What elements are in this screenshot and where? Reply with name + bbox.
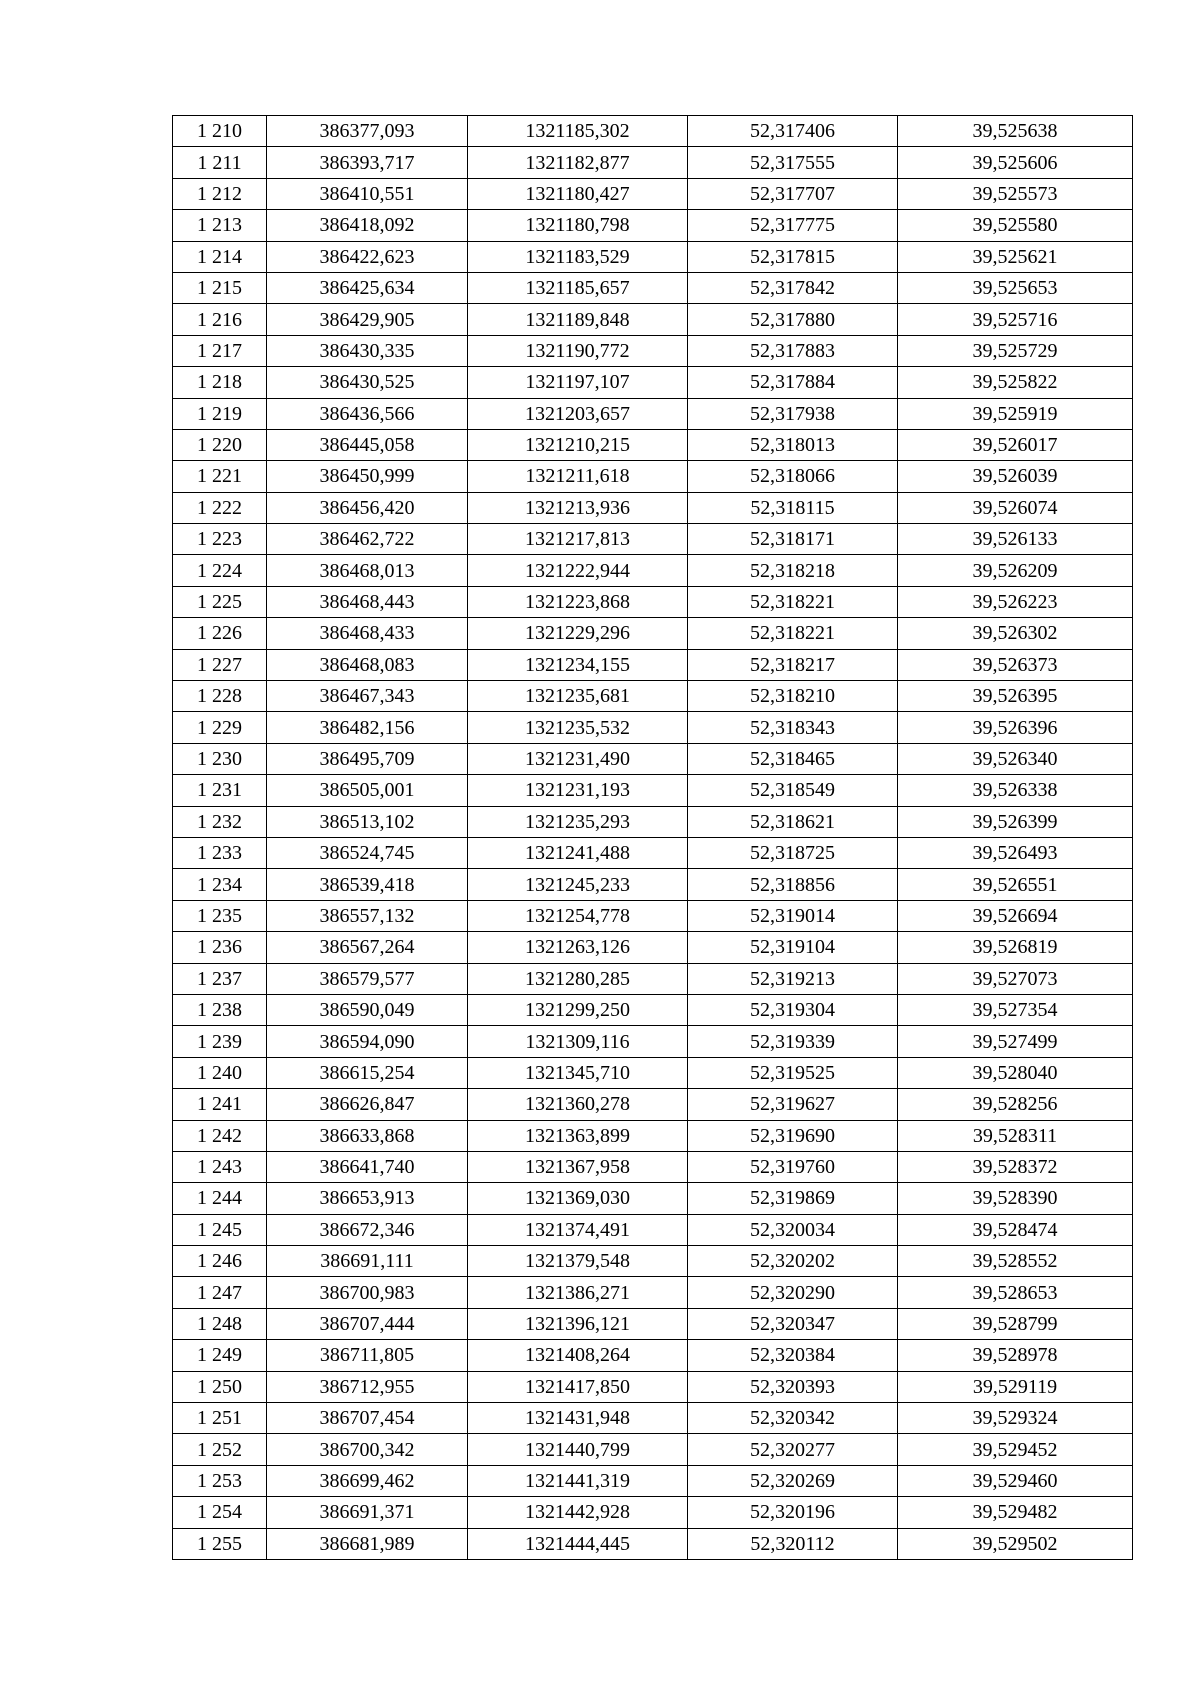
longitude-cell: 39,529324 xyxy=(898,1403,1133,1434)
point-number-cell: 1 239 xyxy=(173,1026,267,1057)
point-number-cell: 1 211 xyxy=(173,147,267,178)
x-coordinate-cell: 386436,566 xyxy=(267,398,468,429)
y-coordinate-cell: 1321185,302 xyxy=(468,116,688,147)
table-row xyxy=(173,743,1133,774)
latitude-cell: 52,320290 xyxy=(688,1277,898,1308)
y-coordinate-cell: 1321231,193 xyxy=(468,775,688,806)
table-row xyxy=(173,367,1133,398)
point-number-cell: 1 255 xyxy=(173,1528,267,1559)
y-coordinate-cell: 1321374,491 xyxy=(468,1214,688,1245)
x-coordinate-cell: 386626,847 xyxy=(267,1089,468,1120)
point-number-cell: 1 242 xyxy=(173,1120,267,1151)
latitude-cell: 52,317842 xyxy=(688,272,898,303)
longitude-cell: 39,526399 xyxy=(898,806,1133,837)
table-row xyxy=(173,1465,1133,1496)
longitude-cell: 39,528474 xyxy=(898,1214,1133,1245)
latitude-cell: 52,319690 xyxy=(688,1120,898,1151)
point-number-cell: 1 214 xyxy=(173,241,267,272)
x-coordinate-cell: 386513,102 xyxy=(267,806,468,837)
table-row xyxy=(173,618,1133,649)
point-number-cell: 1 247 xyxy=(173,1277,267,1308)
point-number-cell: 1 229 xyxy=(173,712,267,743)
longitude-cell: 39,529119 xyxy=(898,1371,1133,1402)
point-number-cell: 1 246 xyxy=(173,1246,267,1277)
longitude-cell: 39,526395 xyxy=(898,681,1133,712)
point-number-cell: 1 248 xyxy=(173,1308,267,1339)
point-number-cell: 1 244 xyxy=(173,1183,267,1214)
latitude-cell: 52,319339 xyxy=(688,1026,898,1057)
x-coordinate-cell: 386712,955 xyxy=(267,1371,468,1402)
y-coordinate-cell: 1321235,293 xyxy=(468,806,688,837)
table-row xyxy=(173,586,1133,617)
y-coordinate-cell: 1321417,850 xyxy=(468,1371,688,1402)
x-coordinate-cell: 386579,577 xyxy=(267,963,468,994)
point-number-cell: 1 230 xyxy=(173,743,267,774)
table-row xyxy=(173,1214,1133,1245)
y-coordinate-cell: 1321229,296 xyxy=(468,618,688,649)
point-number-cell: 1 224 xyxy=(173,555,267,586)
x-coordinate-cell: 386430,525 xyxy=(267,367,468,398)
table-row xyxy=(173,1151,1133,1182)
latitude-cell: 52,317938 xyxy=(688,398,898,429)
point-number-cell: 1 237 xyxy=(173,963,267,994)
latitude-cell: 52,318013 xyxy=(688,429,898,460)
latitude-cell: 52,318066 xyxy=(688,461,898,492)
y-coordinate-cell: 1321231,490 xyxy=(468,743,688,774)
table-row xyxy=(173,681,1133,712)
longitude-cell: 39,525729 xyxy=(898,335,1133,366)
longitude-cell: 39,525822 xyxy=(898,367,1133,398)
x-coordinate-cell: 386711,805 xyxy=(267,1340,468,1371)
table-row xyxy=(173,1277,1133,1308)
latitude-cell: 52,319304 xyxy=(688,994,898,1025)
longitude-cell: 39,525653 xyxy=(898,272,1133,303)
table-row xyxy=(173,178,1133,209)
longitude-cell: 39,526017 xyxy=(898,429,1133,460)
y-coordinate-cell: 1321180,427 xyxy=(468,178,688,209)
longitude-cell: 39,525919 xyxy=(898,398,1133,429)
longitude-cell: 39,528311 xyxy=(898,1120,1133,1151)
longitude-cell: 39,529460 xyxy=(898,1465,1133,1496)
y-coordinate-cell: 1321189,848 xyxy=(468,304,688,335)
y-coordinate-cell: 1321241,488 xyxy=(468,837,688,868)
y-coordinate-cell: 1321369,030 xyxy=(468,1183,688,1214)
point-number-cell: 1 241 xyxy=(173,1089,267,1120)
point-number-cell: 1 234 xyxy=(173,869,267,900)
longitude-cell: 39,528552 xyxy=(898,1246,1133,1277)
y-coordinate-cell: 1321442,928 xyxy=(468,1497,688,1528)
table-row xyxy=(173,932,1133,963)
point-number-cell: 1 225 xyxy=(173,586,267,617)
longitude-cell: 39,526302 xyxy=(898,618,1133,649)
latitude-cell: 52,320034 xyxy=(688,1214,898,1245)
y-coordinate-cell: 1321360,278 xyxy=(468,1089,688,1120)
table-row xyxy=(173,1308,1133,1339)
longitude-cell: 39,528372 xyxy=(898,1151,1133,1182)
y-coordinate-cell: 1321245,233 xyxy=(468,869,688,900)
x-coordinate-cell: 386445,058 xyxy=(267,429,468,460)
table-row xyxy=(173,1403,1133,1434)
table-row xyxy=(173,1497,1133,1528)
y-coordinate-cell: 1321222,944 xyxy=(468,555,688,586)
table-row xyxy=(173,1434,1133,1465)
x-coordinate-cell: 386594,090 xyxy=(267,1026,468,1057)
latitude-cell: 52,317880 xyxy=(688,304,898,335)
x-coordinate-cell: 386429,905 xyxy=(267,304,468,335)
y-coordinate-cell: 1321345,710 xyxy=(468,1057,688,1088)
table-row xyxy=(173,116,1133,147)
longitude-cell: 39,528040 xyxy=(898,1057,1133,1088)
y-coordinate-cell: 1321190,772 xyxy=(468,335,688,366)
x-coordinate-cell: 386615,254 xyxy=(267,1057,468,1088)
longitude-cell: 39,526209 xyxy=(898,555,1133,586)
x-coordinate-cell: 386462,722 xyxy=(267,524,468,555)
table-row xyxy=(173,1246,1133,1277)
point-number-cell: 1 218 xyxy=(173,367,267,398)
x-coordinate-cell: 386450,999 xyxy=(267,461,468,492)
longitude-cell: 39,526694 xyxy=(898,900,1133,931)
y-coordinate-cell: 1321235,532 xyxy=(468,712,688,743)
x-coordinate-cell: 386653,913 xyxy=(267,1183,468,1214)
point-number-cell: 1 243 xyxy=(173,1151,267,1182)
y-coordinate-cell: 1321396,121 xyxy=(468,1308,688,1339)
y-coordinate-cell: 1321183,529 xyxy=(468,241,688,272)
table-row xyxy=(173,429,1133,460)
latitude-cell: 52,318210 xyxy=(688,681,898,712)
longitude-cell: 39,526340 xyxy=(898,743,1133,774)
longitude-cell: 39,527073 xyxy=(898,963,1133,994)
latitude-cell: 52,318343 xyxy=(688,712,898,743)
latitude-cell: 52,320342 xyxy=(688,1403,898,1434)
x-coordinate-cell: 386425,634 xyxy=(267,272,468,303)
x-coordinate-cell: 386557,132 xyxy=(267,900,468,931)
latitude-cell: 52,319760 xyxy=(688,1151,898,1182)
point-number-cell: 1 233 xyxy=(173,837,267,868)
x-coordinate-cell: 386700,983 xyxy=(267,1277,468,1308)
y-coordinate-cell: 1321280,285 xyxy=(468,963,688,994)
longitude-cell: 39,525606 xyxy=(898,147,1133,178)
longitude-cell: 39,525716 xyxy=(898,304,1133,335)
y-coordinate-cell: 1321210,215 xyxy=(468,429,688,460)
longitude-cell: 39,526819 xyxy=(898,932,1133,963)
y-coordinate-cell: 1321408,264 xyxy=(468,1340,688,1371)
point-number-cell: 1 252 xyxy=(173,1434,267,1465)
point-number-cell: 1 223 xyxy=(173,524,267,555)
table-row xyxy=(173,712,1133,743)
latitude-cell: 52,318621 xyxy=(688,806,898,837)
table-row xyxy=(173,1026,1133,1057)
table-row xyxy=(173,147,1133,178)
y-coordinate-cell: 1321185,657 xyxy=(468,272,688,303)
x-coordinate-cell: 386468,013 xyxy=(267,555,468,586)
longitude-cell: 39,529452 xyxy=(898,1434,1133,1465)
x-coordinate-cell: 386691,371 xyxy=(267,1497,468,1528)
x-coordinate-cell: 386393,717 xyxy=(267,147,468,178)
y-coordinate-cell: 1321309,116 xyxy=(468,1026,688,1057)
longitude-cell: 39,528390 xyxy=(898,1183,1133,1214)
longitude-cell: 39,526074 xyxy=(898,492,1133,523)
latitude-cell: 52,320393 xyxy=(688,1371,898,1402)
longitude-cell: 39,526223 xyxy=(898,586,1133,617)
table-row xyxy=(173,210,1133,241)
table-row xyxy=(173,524,1133,555)
point-number-cell: 1 231 xyxy=(173,775,267,806)
longitude-cell: 39,527354 xyxy=(898,994,1133,1025)
point-number-cell: 1 245 xyxy=(173,1214,267,1245)
point-number-cell: 1 238 xyxy=(173,994,267,1025)
point-number-cell: 1 221 xyxy=(173,461,267,492)
longitude-cell: 39,525621 xyxy=(898,241,1133,272)
longitude-cell: 39,526338 xyxy=(898,775,1133,806)
x-coordinate-cell: 386468,433 xyxy=(267,618,468,649)
point-number-cell: 1 213 xyxy=(173,210,267,241)
longitude-cell: 39,525638 xyxy=(898,116,1133,147)
table-row xyxy=(173,649,1133,680)
y-coordinate-cell: 1321254,778 xyxy=(468,900,688,931)
latitude-cell: 52,318856 xyxy=(688,869,898,900)
table-row xyxy=(173,1371,1133,1402)
y-coordinate-cell: 1321197,107 xyxy=(468,367,688,398)
longitude-cell: 39,526133 xyxy=(898,524,1133,555)
latitude-cell: 52,317883 xyxy=(688,335,898,366)
latitude-cell: 52,318725 xyxy=(688,837,898,868)
longitude-cell: 39,528256 xyxy=(898,1089,1133,1120)
point-number-cell: 1 210 xyxy=(173,116,267,147)
latitude-cell: 52,319525 xyxy=(688,1057,898,1088)
coordinates-table-body xyxy=(173,116,1133,1560)
table-row xyxy=(173,1120,1133,1151)
latitude-cell: 52,319014 xyxy=(688,900,898,931)
latitude-cell: 52,318171 xyxy=(688,524,898,555)
y-coordinate-cell: 1321223,868 xyxy=(468,586,688,617)
y-coordinate-cell: 1321367,958 xyxy=(468,1151,688,1182)
latitude-cell: 52,317406 xyxy=(688,116,898,147)
x-coordinate-cell: 386482,156 xyxy=(267,712,468,743)
longitude-cell: 39,525580 xyxy=(898,210,1133,241)
latitude-cell: 52,320269 xyxy=(688,1465,898,1496)
y-coordinate-cell: 1321263,126 xyxy=(468,932,688,963)
latitude-cell: 52,317707 xyxy=(688,178,898,209)
x-coordinate-cell: 386456,420 xyxy=(267,492,468,523)
point-number-cell: 1 235 xyxy=(173,900,267,931)
y-coordinate-cell: 1321182,877 xyxy=(468,147,688,178)
x-coordinate-cell: 386468,443 xyxy=(267,586,468,617)
latitude-cell: 52,317884 xyxy=(688,367,898,398)
longitude-cell: 39,528799 xyxy=(898,1308,1133,1339)
x-coordinate-cell: 386505,001 xyxy=(267,775,468,806)
x-coordinate-cell: 386418,092 xyxy=(267,210,468,241)
point-number-cell: 1 249 xyxy=(173,1340,267,1371)
latitude-cell: 52,318549 xyxy=(688,775,898,806)
point-number-cell: 1 219 xyxy=(173,398,267,429)
x-coordinate-cell: 386430,335 xyxy=(267,335,468,366)
table-row xyxy=(173,900,1133,931)
y-coordinate-cell: 1321386,271 xyxy=(468,1277,688,1308)
point-number-cell: 1 215 xyxy=(173,272,267,303)
x-coordinate-cell: 386567,264 xyxy=(267,932,468,963)
x-coordinate-cell: 386633,868 xyxy=(267,1120,468,1151)
latitude-cell: 52,317775 xyxy=(688,210,898,241)
y-coordinate-cell: 1321363,899 xyxy=(468,1120,688,1151)
y-coordinate-cell: 1321440,799 xyxy=(468,1434,688,1465)
latitude-cell: 52,317555 xyxy=(688,147,898,178)
table-row xyxy=(173,1340,1133,1371)
y-coordinate-cell: 1321211,618 xyxy=(468,461,688,492)
x-coordinate-cell: 386410,551 xyxy=(267,178,468,209)
longitude-cell: 39,528978 xyxy=(898,1340,1133,1371)
latitude-cell: 52,320384 xyxy=(688,1340,898,1371)
point-number-cell: 1 212 xyxy=(173,178,267,209)
point-number-cell: 1 251 xyxy=(173,1403,267,1434)
x-coordinate-cell: 386691,111 xyxy=(267,1246,468,1277)
longitude-cell: 39,526396 xyxy=(898,712,1133,743)
latitude-cell: 52,319213 xyxy=(688,963,898,994)
y-coordinate-cell: 1321217,813 xyxy=(468,524,688,555)
y-coordinate-cell: 1321213,936 xyxy=(468,492,688,523)
coordinates-table xyxy=(172,115,1133,1560)
x-coordinate-cell: 386699,462 xyxy=(267,1465,468,1496)
longitude-cell: 39,526039 xyxy=(898,461,1133,492)
longitude-cell: 39,526551 xyxy=(898,869,1133,900)
point-number-cell: 1 216 xyxy=(173,304,267,335)
x-coordinate-cell: 386468,083 xyxy=(267,649,468,680)
x-coordinate-cell: 386590,049 xyxy=(267,994,468,1025)
point-number-cell: 1 232 xyxy=(173,806,267,837)
latitude-cell: 52,318221 xyxy=(688,618,898,649)
point-number-cell: 1 220 xyxy=(173,429,267,460)
point-number-cell: 1 226 xyxy=(173,618,267,649)
y-coordinate-cell: 1321180,798 xyxy=(468,210,688,241)
table-row xyxy=(173,806,1133,837)
latitude-cell: 52,318465 xyxy=(688,743,898,774)
table-row xyxy=(173,555,1133,586)
table-row xyxy=(173,1183,1133,1214)
latitude-cell: 52,320112 xyxy=(688,1528,898,1559)
table-row xyxy=(173,492,1133,523)
latitude-cell: 52,320202 xyxy=(688,1246,898,1277)
point-number-cell: 1 253 xyxy=(173,1465,267,1496)
y-coordinate-cell: 1321444,445 xyxy=(468,1528,688,1559)
x-coordinate-cell: 386700,342 xyxy=(267,1434,468,1465)
latitude-cell: 52,318221 xyxy=(688,586,898,617)
x-coordinate-cell: 386672,346 xyxy=(267,1214,468,1245)
point-number-cell: 1 254 xyxy=(173,1497,267,1528)
table-row xyxy=(173,398,1133,429)
table-row xyxy=(173,304,1133,335)
latitude-cell: 52,319104 xyxy=(688,932,898,963)
table-row xyxy=(173,963,1133,994)
table-row xyxy=(173,994,1133,1025)
table-row xyxy=(173,335,1133,366)
x-coordinate-cell: 386707,454 xyxy=(267,1403,468,1434)
latitude-cell: 52,320277 xyxy=(688,1434,898,1465)
point-number-cell: 1 222 xyxy=(173,492,267,523)
x-coordinate-cell: 386641,740 xyxy=(267,1151,468,1182)
longitude-cell: 39,525573 xyxy=(898,178,1133,209)
y-coordinate-cell: 1321299,250 xyxy=(468,994,688,1025)
y-coordinate-cell: 1321234,155 xyxy=(468,649,688,680)
y-coordinate-cell: 1321441,319 xyxy=(468,1465,688,1496)
table-row xyxy=(173,241,1133,272)
y-coordinate-cell: 1321379,548 xyxy=(468,1246,688,1277)
y-coordinate-cell: 1321431,948 xyxy=(468,1403,688,1434)
x-coordinate-cell: 386524,745 xyxy=(267,837,468,868)
point-number-cell: 1 228 xyxy=(173,681,267,712)
latitude-cell: 52,317815 xyxy=(688,241,898,272)
latitude-cell: 52,318115 xyxy=(688,492,898,523)
y-coordinate-cell: 1321235,681 xyxy=(468,681,688,712)
point-number-cell: 1 240 xyxy=(173,1057,267,1088)
x-coordinate-cell: 386681,989 xyxy=(267,1528,468,1559)
table-row xyxy=(173,837,1133,868)
x-coordinate-cell: 386467,343 xyxy=(267,681,468,712)
longitude-cell: 39,528653 xyxy=(898,1277,1133,1308)
point-number-cell: 1 227 xyxy=(173,649,267,680)
point-number-cell: 1 217 xyxy=(173,335,267,366)
latitude-cell: 52,319869 xyxy=(688,1183,898,1214)
longitude-cell: 39,529482 xyxy=(898,1497,1133,1528)
x-coordinate-cell: 386377,093 xyxy=(267,116,468,147)
longitude-cell: 39,526373 xyxy=(898,649,1133,680)
x-coordinate-cell: 386495,709 xyxy=(267,743,468,774)
latitude-cell: 52,320347 xyxy=(688,1308,898,1339)
table-row xyxy=(173,869,1133,900)
latitude-cell: 52,318218 xyxy=(688,555,898,586)
longitude-cell: 39,529502 xyxy=(898,1528,1133,1559)
table-row xyxy=(173,461,1133,492)
table-row xyxy=(173,272,1133,303)
x-coordinate-cell: 386422,623 xyxy=(267,241,468,272)
point-number-cell: 1 250 xyxy=(173,1371,267,1402)
x-coordinate-cell: 386539,418 xyxy=(267,869,468,900)
y-coordinate-cell: 1321203,657 xyxy=(468,398,688,429)
table-row xyxy=(173,775,1133,806)
latitude-cell: 52,320196 xyxy=(688,1497,898,1528)
table-row xyxy=(173,1528,1133,1559)
latitude-cell: 52,318217 xyxy=(688,649,898,680)
latitude-cell: 52,319627 xyxy=(688,1089,898,1120)
table-row xyxy=(173,1057,1133,1088)
point-number-cell: 1 236 xyxy=(173,932,267,963)
table-row xyxy=(173,1089,1133,1120)
longitude-cell: 39,526493 xyxy=(898,837,1133,868)
x-coordinate-cell: 386707,444 xyxy=(267,1308,468,1339)
longitude-cell: 39,527499 xyxy=(898,1026,1133,1057)
